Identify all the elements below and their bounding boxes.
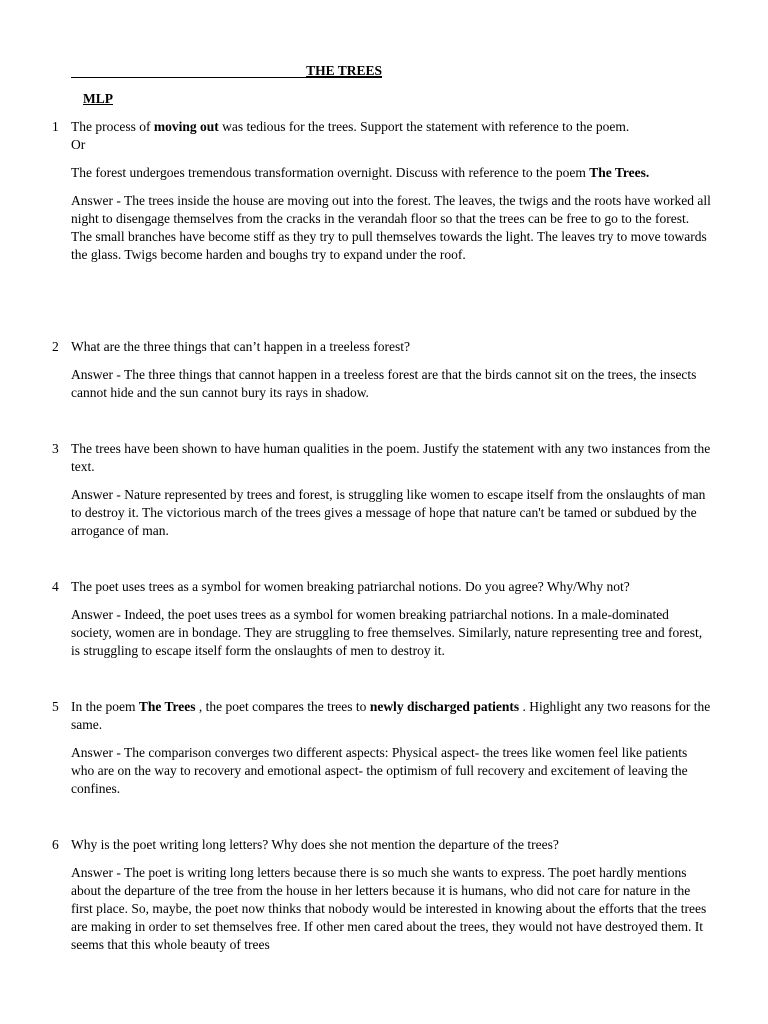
question-text: What are the three things that can’t happen in a treeless forest?	[71, 339, 410, 354]
question-text: The process of moving out was tedious for the trees. Support the statement with reference to the poem.	[71, 119, 630, 134]
page-title: THE TREES	[306, 63, 382, 78]
answer-text: Answer - The poet is writing long letters because there is so much she wants to express. The poet hardly mentions about the departure of the tree from the house in her letters because it is humans, who did not care for nature in the first place. So, maybe, the poet now thinks that nobody would be interested in knowing about the efforts that the trees are making in order to set themselves free. If other men cared about the trees, they would not have destroyed them. It seems that this whole beauty of trees	[71, 865, 707, 952]
answer-text: Answer - The trees inside the house are moving out into the forest. The leaves, the twigs and the roots have worked all night to disengage themselves from the cracks in the verandah floor so that the trees can be free to go to the forest. The small branches have become stiff as they try to pull themselves towards the light. The leaves try to move towards the glass. Twigs become harden and boughs try to expand under the roof.	[71, 193, 711, 262]
question-number: 4	[52, 579, 59, 594]
answer-text: Answer - Nature represented by trees and forest, is struggling like women to escape itself from the onslaughts of man to destroy it. The victorious march of the trees gives a message of hope that nature can't be tamed or subdued by the arrogance of man.	[71, 487, 706, 538]
answer-text: Answer - Indeed, the poet uses trees as a symbol for women breaking patriarchal notions. In a male-dominated society, women are in bondage. They are struggling to free themselves. Similarly, nature representing tree and forest, is struggling to escape itself form the onslaughts of men to destroy it.	[71, 607, 703, 658]
question-number: 5	[52, 699, 59, 714]
question-text: In the poem The Trees , the poet compares the trees to newly discharged patients . Highlight any two reasons for the same.	[71, 699, 711, 732]
question-block-4	[52, 578, 712, 660]
answer-text: Answer - The three things that cannot happen in a treeless forest are that the birds cannot sit on the trees, the insects cannot hide and the sun cannot bury its rays in shadow.	[71, 367, 697, 400]
question-block-6	[52, 836, 712, 954]
question-block-2	[52, 338, 712, 402]
question-number: 2	[52, 339, 59, 354]
question-number: 6	[52, 837, 59, 852]
alternate-question-text: The forest undergoes tremendous transformation overnight. Discuss with reference to the poem The Trees.	[71, 165, 650, 180]
section-subtitle: MLP	[83, 91, 113, 106]
question-block-3	[52, 440, 712, 540]
question-block-1	[52, 118, 712, 264]
question-text: The trees have been shown to have human qualities in the poem. Justify the statement with any two instances from the text.	[71, 441, 711, 474]
question-text: Why is the poet writing long letters? Why does she not mention the departure of the trees?	[71, 837, 559, 852]
question-number: 1	[52, 119, 59, 134]
answer-text: Answer - The comparison converges two different aspects: Physical aspect- the trees like women feel like patients who are on the way to recovery and emotional aspect- the optimism of full recovery and excitement of leaving the confines.	[71, 745, 688, 796]
or-text: Or	[71, 137, 86, 152]
question-block-5	[52, 698, 712, 798]
question-number: 3	[52, 441, 59, 456]
question-text: The poet uses trees as a symbol for women breaking patriarchal notions. Do you agree? Why/Why not?	[71, 579, 630, 594]
title-row	[71, 62, 382, 80]
